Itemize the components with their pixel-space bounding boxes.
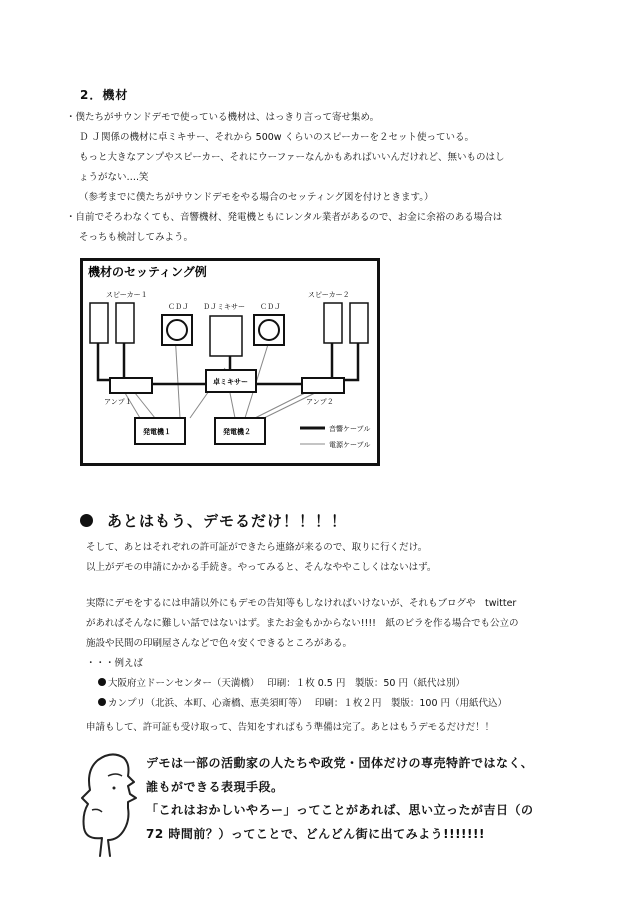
amp1-label: アンプ１ xyxy=(104,398,132,406)
bullet-icon xyxy=(98,698,106,706)
para-line: 施設や民間の印刷屋さんなどで色々安くできるところがある。 xyxy=(86,638,353,649)
speaker1-left xyxy=(90,303,108,343)
dj-mixer xyxy=(210,316,242,356)
callout-line: デモは一部の活動家の人たちや政党・団体だけの専売特許ではなく、 xyxy=(146,756,534,770)
diagram-title: 機材のセッティング例 xyxy=(88,265,207,279)
desk-mixer-label: 卓ミキサー xyxy=(213,378,248,386)
para-line: そして、あとはそれぞれの許可証ができたら連絡が来るので、取りに行くだけ。 xyxy=(86,542,428,553)
intro-line: Ｄ Ｊ関係の機材に卓ミキサー、それから 500w くらいのスピーカーを２セット使っている。 xyxy=(79,132,475,143)
speaker2-left xyxy=(324,303,342,343)
bullet-icon xyxy=(98,678,106,686)
speaker1-right xyxy=(116,303,134,343)
amp1 xyxy=(110,378,152,393)
closing-line: 申請もして、許可証も受け取って、告知をすればもう準備は完了。あとはもうデモるだけだ！！ xyxy=(86,722,495,733)
equipment-setup-diagram xyxy=(80,258,380,466)
intro-line: （参考までに僕たちがサウンドデモをやる場合のセッティング図を付けときます。） xyxy=(79,192,434,203)
cdj-right-label: ＣＤＪ xyxy=(260,303,281,311)
callout-line: 「これはおかしいやろー」ってことがあれば、思い立ったが吉日（の xyxy=(146,803,534,817)
speaker2-right xyxy=(350,303,368,343)
intro-line: ・自前でそろわなくても、音響機材、発電機ともにレンタル業者があるので、お金に余裕のある場合は xyxy=(66,212,503,223)
callout-message xyxy=(146,752,534,846)
example-label: ・・・例えば xyxy=(86,658,144,669)
intro-line: もっと大きなアンプやスピーカー、それにウーファーなんかもあればいいんだけれど、無いものはし xyxy=(79,152,505,163)
para-line: 以上がデモの申請にかかる手続き。やってみると、そんなややこしくはないはず。 xyxy=(86,562,437,573)
amp2-label: アンプ２ xyxy=(306,398,334,406)
generator2-label: 発電機２ xyxy=(223,428,251,436)
cdj-left-label: ＣＤＪ xyxy=(168,303,189,311)
callout-line: 誰もができる表現手段。 xyxy=(146,779,284,794)
example-text: 大阪府立ドーンセンター（天満橋） 印刷：１枚 0.5 円 製版：50 円（紙代は別） xyxy=(108,678,465,689)
para-line: があればそんなに難しい話ではないはず。またお金もかからない!!!! 紙のビラを作る場合でも公立の xyxy=(86,618,519,629)
speaker2-label: スピーカー２ xyxy=(308,291,350,299)
cdj-left-platter xyxy=(167,320,187,340)
section-heading xyxy=(80,510,347,531)
generator1-label: 発電機１ xyxy=(143,428,171,436)
procedure-paragraph xyxy=(86,538,436,578)
example-text: カンプリ（北浜、本町、心斎橋、恵美須町等） 印刷：１枚２円 製版：100 円（用紙代込） xyxy=(108,698,508,709)
legend-power-label: 電源ケーブル xyxy=(329,441,371,449)
notice-paragraph xyxy=(86,594,518,714)
amp2 xyxy=(302,378,344,393)
callout-line: 72 時間前？）ってことで、どんどん街に出てみよう!!!!!!! xyxy=(146,826,485,841)
intro-line: そっちも検討してみよう。 xyxy=(79,232,194,243)
intro-line: ・僕たちがサウンドデモで使っている機材は、はっきり言って寄せ集め。 xyxy=(66,112,380,123)
para-line: 実際にデモをするには申請以外にもデモの告知等もしなければいけないが、それもブログや twitter xyxy=(86,598,517,609)
cdj-right-platter xyxy=(259,320,279,340)
bullet-icon xyxy=(80,514,93,527)
heading-text: あとはもう、デモるだけ！！！！ xyxy=(107,512,348,530)
intro-paragraph xyxy=(66,108,505,248)
intro-line: ょうがない….笑 xyxy=(79,172,149,183)
section-title: 2．機材 xyxy=(80,88,129,102)
example-item xyxy=(86,694,518,714)
face-illustration xyxy=(78,748,138,858)
dj-mixer-label: ＤＪミキサー xyxy=(203,303,245,311)
speaker1-label: スピーカー１ xyxy=(106,291,148,299)
example-item xyxy=(86,674,518,694)
legend-audio-label: 音響ケーブル xyxy=(329,425,371,433)
